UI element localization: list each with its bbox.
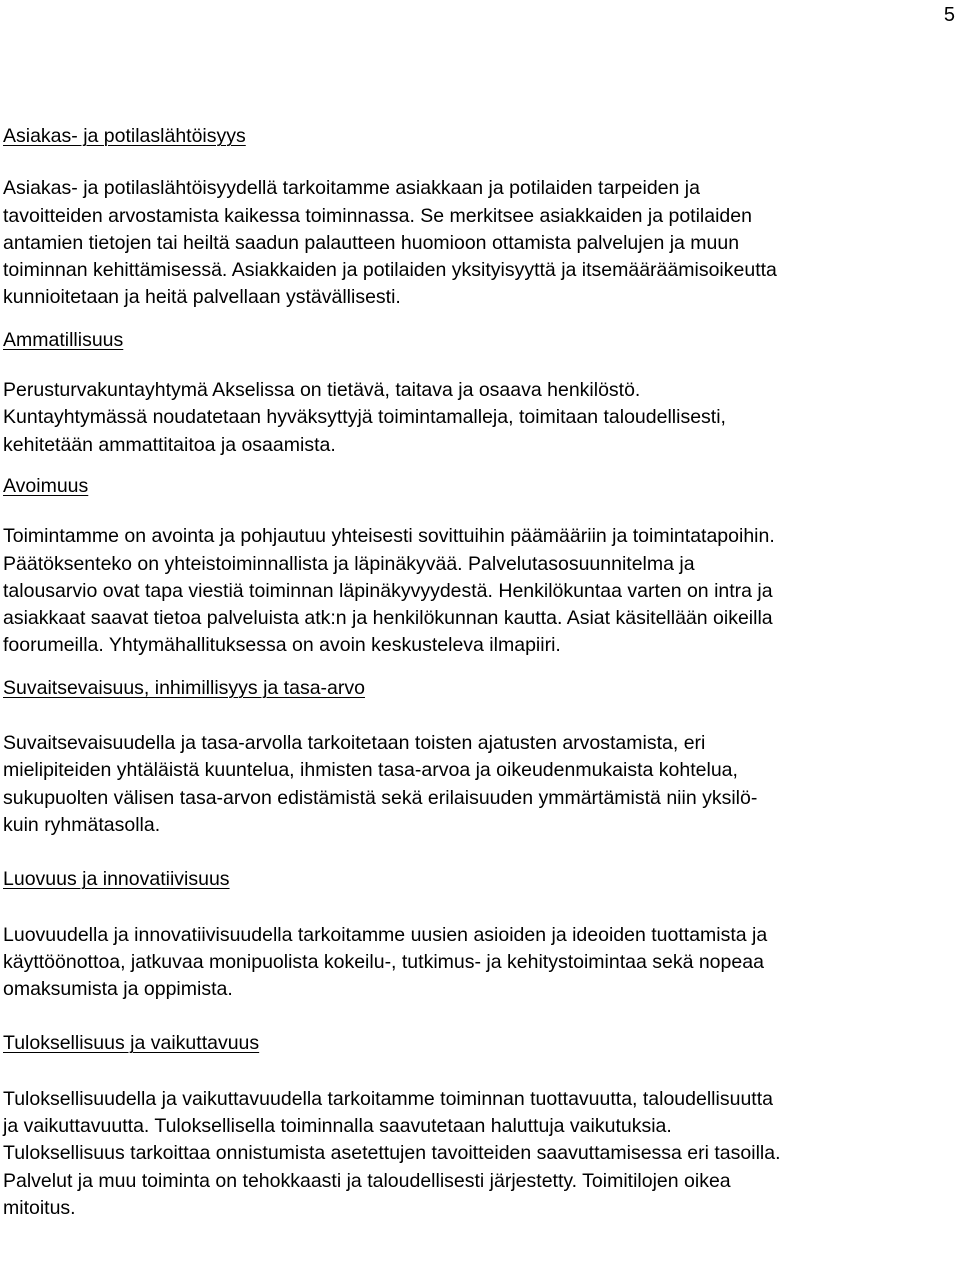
text-line: Suvaitsevaisuudella ja tasa-arvolla tarkoitetaan toisten ajatusten arvostamista, eri — [3, 732, 706, 755]
section-text-avoimuus — [3, 523, 955, 659]
text-line: Asiakas- ja potilaslähtöisyydellä tarkoitamme asiakkaan ja potilaiden tarpeiden ja — [3, 177, 700, 200]
text-line: Kuntayhtymässä noudatetaan hyväksyttyjä toimintamalleja, toimitaan taloudellisesti, — [3, 406, 726, 429]
section-heading-luovuus: Luovuus ja innovatiivisuus — [3, 868, 230, 891]
document-body — [3, 123, 955, 1222]
section-text-asiakas — [3, 175, 955, 311]
text-line: mielipiteiden yhtäläistä kuuntelua, ihmisten tasa-arvoa ja oikeudenmukaista kohtelua, — [3, 759, 738, 782]
text-line: omaksumista ja oppimista. — [3, 978, 233, 1001]
text-line: asiakkaat saavat tietoa palveluista atk:n ja henkilökunnan kautta. Asiat käsitellään oikeilla — [3, 607, 773, 630]
text-line: antamien tietojen tai heiltä saadun palautteen huomioon ottamista palvelujen ja muun — [3, 231, 740, 254]
text-line: foorumeilla. Yhtymähallituksessa on avoin keskusteleva ilmapiiri. — [3, 634, 561, 657]
text-line: Palvelut ja muu toiminta on tehokkaasti ja taloudellisesti järjestetty. Toimitilojen oikea — [3, 1169, 731, 1192]
text-line: kunnioitetaan ja heitä palvellaan ystävällisesti. — [3, 286, 401, 309]
text-line: käyttöönottoa, jatkuvaa monipuolista kokeilu-, tutkimus- ja kehitystoimintaa sekä nopeaa — [3, 950, 764, 973]
text-line: Tuloksellisuudella ja vaikuttavuudella tarkoitamme toiminnan tuottavuutta, taloudellisuutta — [3, 1087, 773, 1110]
section-text-tuloksellisuus — [3, 1086, 955, 1222]
section-heading-avoimuus: Avoimuus — [3, 474, 89, 497]
text-line: kehitetään ammattitaitoa ja osaamista. — [3, 433, 336, 456]
section-text-ammatillisuus — [3, 377, 955, 459]
text-line: toiminnan kehittämisessä. Asiakkaiden ja potilaiden yksityisyyttä ja itsemääräämisoikeutta — [3, 259, 777, 282]
text-line: kuin ryhmätasolla. — [3, 813, 161, 836]
section-heading-tuloksellisuus: Tuloksellisuus ja vaikuttavuus — [3, 1032, 260, 1055]
section-heading-asiakas: Asiakas- ja potilaslähtöisyys — [3, 125, 246, 147]
text-line: talousarvio ovat tapa viestiä toiminnan läpinäkyvyydestä. Henkilökuntaa varten on intra ja — [3, 579, 773, 602]
text-line: sukupuolten välisen tasa-arvon edistämistä sekä erilaisuuden ymmärtämistä niin yksilö- — [3, 786, 758, 809]
text-line: Tuloksellisuus tarkoittaa onnistumista asetettujen tavoitteiden saavuttamisessa eri tasoilla. — [3, 1142, 781, 1165]
text-line: Perusturvakuntayhtymä Akselissa on tietävä, taitava ja osaava henkilöstö. — [3, 379, 641, 402]
section-text-luovuus — [3, 922, 955, 1004]
text-line: Luovuudella ja innovatiivisuudella tarkoitamme uusien asioiden ja ideoiden tuottamista ja — [3, 923, 768, 946]
section-heading-ammatillisuus: Ammatillisuus — [3, 328, 124, 351]
text-line: mitoitus. — [3, 1196, 76, 1219]
section-text-suvaitsevaisuus — [3, 730, 955, 839]
text-line: tavoitteiden arvostamista kaikessa toiminnassa. Se merkitsee asiakkaiden ja potilaiden — [3, 204, 752, 227]
text-line: Päätöksenteko on yhteistoiminnallista ja läpinäkyvää. Palvelutasosuunnitelma ja — [3, 552, 695, 575]
section-heading-suvaitsevaisuus: Suvaitsevaisuus, inhimillisyys ja tasa-arvo — [3, 676, 365, 699]
text-line: Toimintamme on avointa ja pohjautuu yhteisesti sovittuihin päämääriin ja toimintatapoihin. — [3, 525, 775, 548]
page-number: 5 — [943, 4, 955, 26]
text-line: ja vaikuttavuutta. Tuloksellisella toiminnalla saavutetaan haluttuja vaikutuksia. — [3, 1115, 672, 1138]
